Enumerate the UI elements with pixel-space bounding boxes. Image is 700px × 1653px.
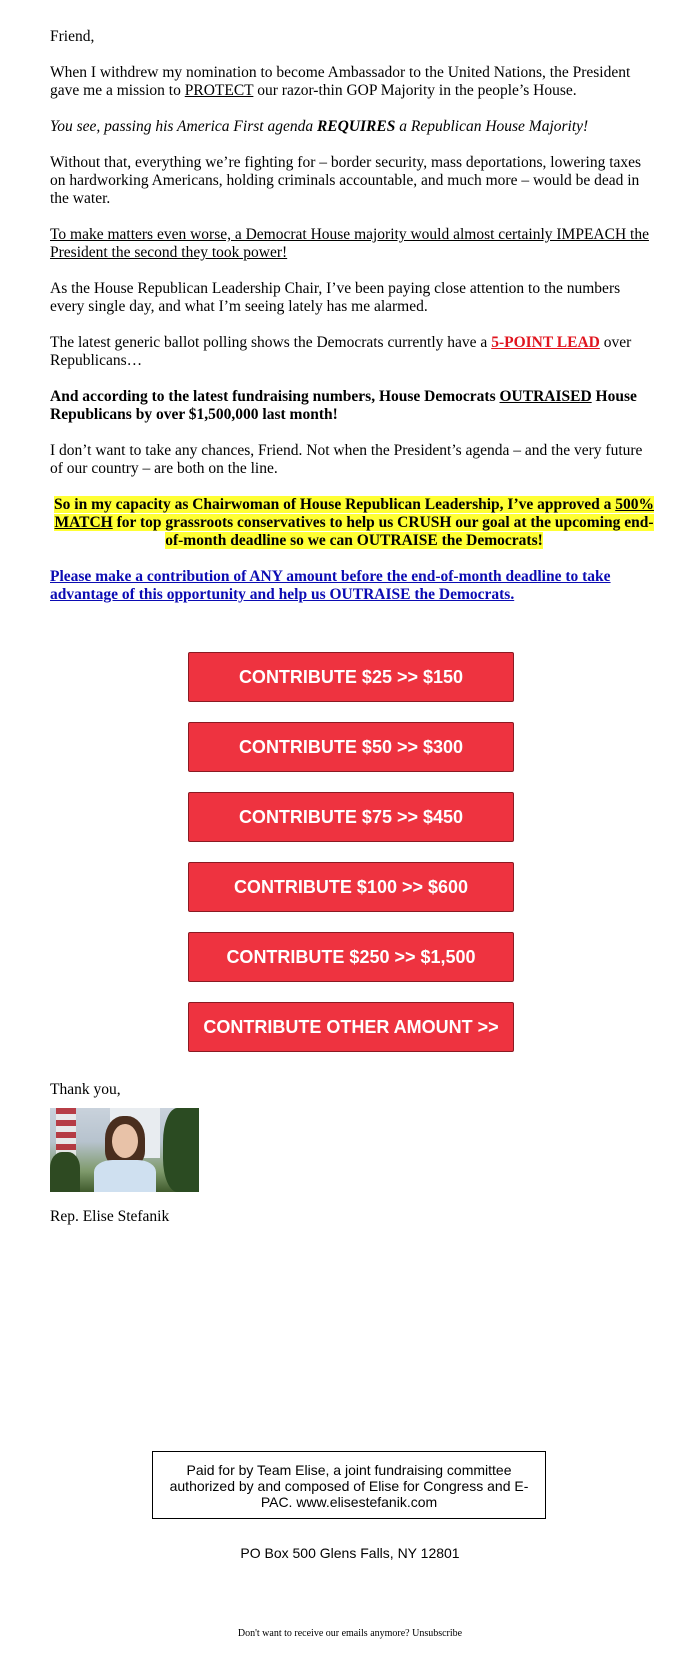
paragraph-leadership: As the House Republican Leadership Chair, I’ve been paying close attention to the numbers every single day, and what I’m seeing lately has me alarmed. [50,280,621,315]
contribute-link[interactable] [50,568,658,604]
paragraph-text: So in my capacity as Chairwoman of House Republican Leadership, I’ve approved a [54,496,616,513]
signoff-thanks: Thank you, [50,1081,121,1098]
paragraph-polling [50,334,658,370]
protect-link[interactable]: PROTECT [184,82,254,99]
paragraph-chances: I don’t want to take any chances, Friend. Not when the President’s agenda – and the very future of our country – are both on the line. [50,442,643,477]
contribute-75-button[interactable]: CONTRIBUTE $75 >> $450 [188,792,514,842]
contribute-link-text[interactable]: Please make a contribution of ANY amount before the end-of-month deadline to take advantage of this opportunity and help us OUTRAISE the Democrats. [50,568,611,603]
email-body [50,28,658,622]
paragraph-text: You see, passing his America First agenda [50,118,317,135]
greeting: Friend, [50,28,95,45]
match-text: 500% MATCH [54,496,654,531]
emphasis-text: REQUIRES [316,118,396,135]
hedge-left [50,1152,80,1192]
portrait-shirt [94,1160,156,1192]
portrait-face [112,1124,138,1158]
mailing-address: PO Box 500 Glens Falls, NY 12801 [240,1545,460,1561]
paragraph-text: House Republicans by over $1,500,000 last month! [50,388,637,423]
paragraph-text: a Republican House Majority! [395,118,589,135]
paragraph-fundraising [50,388,658,424]
contribute-50-button[interactable]: CONTRIBUTE $50 >> $300 [188,722,514,772]
paragraph-text: our razor-thin GOP Majority in the people’s House. [253,82,577,99]
paid-for-disclaimer [152,1451,546,1519]
paragraph-impeach: To make matters even worse, a Democrat House majority would almost certainly IMPEACH the President the second they took power! [50,226,649,261]
unsubscribe-link[interactable]: Don't want to receive our emails anymore? Unsubscribe [237,1628,463,1639]
hedge-right [163,1108,199,1192]
contribute-100-button[interactable]: CONTRIBUTE $100 >> $600 [188,862,514,912]
contribute-other-button[interactable]: CONTRIBUTE OTHER AMOUNT >> [188,1002,514,1052]
paragraph-text: over Republicans… [50,334,632,369]
poll-lead-link[interactable]: 5-POINT LEAD [491,334,600,351]
paragraph-text: When I withdrew my nomination to become Ambassador to the United Nations, the President gave me a mission to [50,64,631,99]
paragraph-text: And according to the latest fundraising numbers, House Democrats [50,388,500,405]
paragraph-agenda [50,118,658,136]
paragraph-match [50,496,658,550]
paragraph-text: for top grassroots conservatives to help us CRUSH our goal at the upcoming end-of-month deadline so we can OUTRAISE the Democrats! [112,514,654,549]
disclaimer-text: Paid for by Team Elise, a joint fundraising committee authorized by and composed of Elise for Congress and E-PAC. www.elisestefanik.com [169,1462,529,1510]
signature-name: Rep. Elise Stefanik [50,1208,170,1225]
contribute-25-button[interactable]: CONTRIBUTE $25 >> $150 [188,652,514,702]
paragraph-priorities: Without that, everything we’re fighting for – border security, mass deportations, lowering taxes on hardworking Americans, holding criminals accountable, and much more – would be dead in the water. [50,154,642,207]
paragraph-text: The latest generic ballot polling shows the Democrats currently have a [50,334,492,351]
contribute-250-button[interactable]: CONTRIBUTE $250 >> $1,500 [188,932,514,982]
contribution-buttons [188,652,514,1052]
paragraph-mission [50,64,658,100]
outraised-text: OUTRAISED [499,388,592,405]
match-highlight [54,496,654,549]
signature-photo [50,1108,199,1192]
